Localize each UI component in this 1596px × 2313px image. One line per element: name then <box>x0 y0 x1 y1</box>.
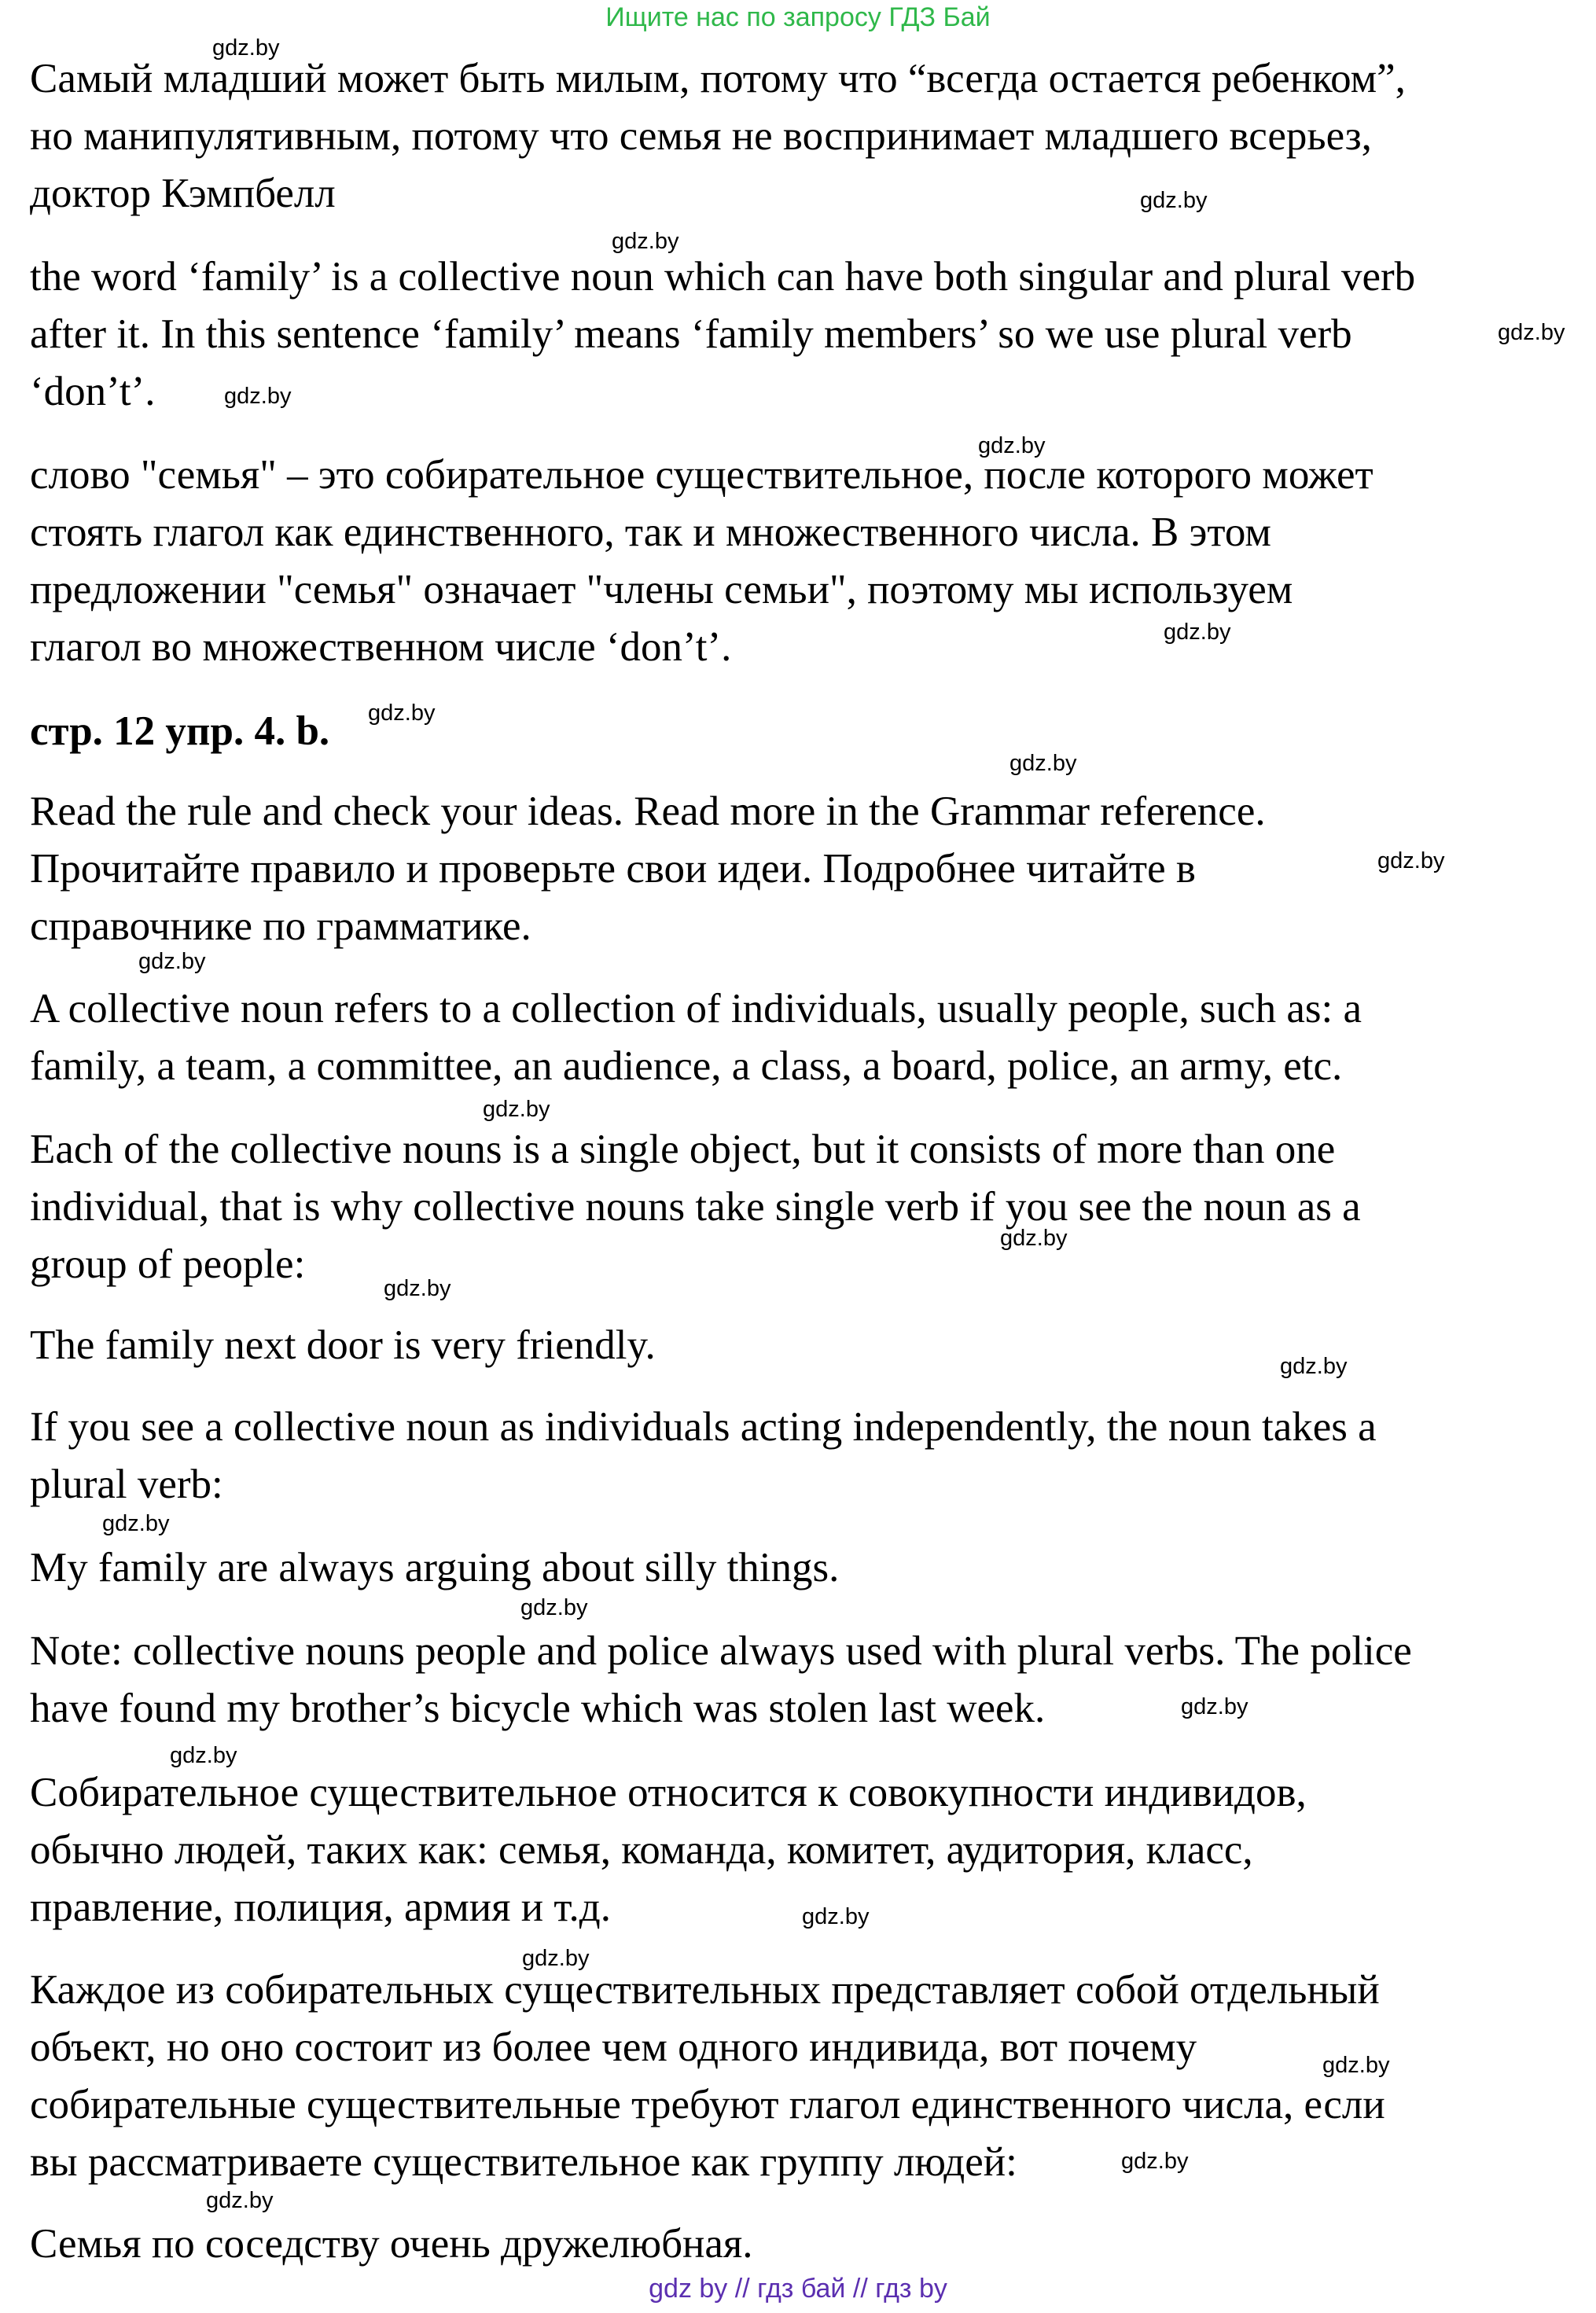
watermark: gdz.by <box>212 35 280 61</box>
text-line: глагол во множественном числе ‘don’t’. <box>30 624 732 670</box>
paragraph-single-verb-rule <box>30 1121 1587 1293</box>
text-line: обычно людей, таких как: семья, команда, комитет, аудитория, класс, <box>30 1827 1253 1873</box>
paragraph-plural-verb-rule <box>30 1399 1587 1513</box>
text-line: справочнике по грамматике. <box>30 903 531 949</box>
watermark: gdz.by <box>1009 751 1077 776</box>
watermark: gdz.by <box>368 701 436 726</box>
watermark: gdz.by <box>1322 2053 1390 2078</box>
text-line: правление, полиция, армия и т.д. <box>30 1885 612 1930</box>
text-line: собирательные существительные требуют глагол единственного числа, если <box>30 2082 1385 2127</box>
text-line: Самый младший может быть милым, потому что “всегда остается ребенком”, <box>30 56 1406 101</box>
watermark: gdz.by <box>138 949 206 974</box>
watermark: gdz.by <box>102 1511 170 1536</box>
text-line: group of people: <box>30 1241 306 1287</box>
watermark: gdz.by <box>384 1276 451 1301</box>
text-line: Note: collective nouns people and police always used with plural verbs. The police <box>30 1628 1412 1674</box>
exercise-heading <box>30 703 1587 760</box>
watermark: gdz.by <box>1280 1354 1348 1379</box>
text-line: Прочитайте правило и проверьте свои идеи. Подробнее читайте в <box>30 846 1196 892</box>
text-line: Семья по соседству очень дружелюбная. <box>30 2221 753 2267</box>
watermark: gdz.by <box>1181 1694 1248 1719</box>
text-line: If you see a collective noun as individuals acting independently, the noun takes a <box>30 1404 1377 1450</box>
text-line: предложении "семья" означает "члены семьи", поэтому мы используем <box>30 567 1293 612</box>
watermark: gdz.by <box>520 1595 588 1620</box>
text-line: family, a team, a committee, an audience, a class, a board, police, an army, etc. <box>30 1043 1343 1089</box>
watermark: gdz.by <box>170 1743 237 1768</box>
watermark: gdz.by <box>1377 848 1445 873</box>
example-plural <box>30 1539 1587 1597</box>
text-line: доктор Кэмпбелл <box>30 171 336 216</box>
text-line: стоять глагол как единственного, так и множественного числа. В этом <box>30 509 1271 555</box>
text-line: have found my brother’s bicycle which was stolen last week. <box>30 1686 1046 1731</box>
text-line: A collective noun refers to a collection of individuals, usually people, such as: a <box>30 986 1362 1031</box>
text-line: the word ‘family’ is a collective noun which can have both singular and plural verb <box>30 254 1416 300</box>
watermark: gdz.by <box>1164 620 1231 645</box>
text-line: объект, но оно состоит из более чем одного индивида, вот почему <box>30 2024 1197 2070</box>
footer-links: gdz by // гдз бай // гдз by <box>649 2274 947 2304</box>
text-line: My family are always arguing about silly things. <box>30 1545 840 1590</box>
text-line: individual, that is why collective nouns take single verb if you see the noun as a <box>30 1184 1361 1230</box>
text-line: слово "семья" – это собирательное существительное, после которого может <box>30 452 1374 498</box>
watermark: gdz.by <box>612 229 679 254</box>
watermark: gdz.by <box>522 1946 590 1971</box>
watermark: gdz.by <box>1498 320 1565 345</box>
search-banner: Ищите нас по запросу ГДЗ Бай <box>605 2 991 32</box>
text-line: Each of the collective nouns is a single object, but it consists of more than one <box>30 1127 1336 1172</box>
heading-text: стр. 12 упр. 4. b. <box>30 708 330 754</box>
watermark: gdz.by <box>1121 2149 1189 2174</box>
text-line: ‘don’t’. <box>30 369 156 414</box>
watermark: gdz.by <box>206 2188 274 2213</box>
watermark: gdz.by <box>1140 188 1208 213</box>
watermark: gdz.by <box>802 1904 870 1929</box>
text-line: но манипулятивным, потому что семья не воспринимает младшего всерьез, <box>30 113 1372 159</box>
paragraph-collective-noun-definition <box>30 980 1587 1095</box>
example-singular <box>30 1317 1587 1374</box>
watermark: gdz.by <box>978 433 1046 458</box>
paragraph-family-collective-noun-ru <box>30 447 1587 676</box>
paragraph-note-people-police <box>30 1623 1587 1738</box>
text-line: Собирательное существительное относится к совокупности индивидов, <box>30 1770 1307 1815</box>
example-ru-singular <box>30 2216 1587 2273</box>
text-line: The family next door is very friendly. <box>30 1322 656 1368</box>
watermark: gdz.by <box>224 384 292 409</box>
paragraph-read-the-rule <box>30 783 1587 955</box>
text-line: plural verb: <box>30 1462 223 1507</box>
watermark: gdz.by <box>1000 1226 1068 1251</box>
text-line: Каждое из собирательных существительных представляет собой отдельный <box>30 1967 1380 2013</box>
text-line: after it. In this sentence ‘family’ means ‘family members’ so we use plural verb <box>30 311 1352 357</box>
paragraph-russian-youngest-child <box>30 50 1587 222</box>
watermark: gdz.by <box>483 1097 550 1122</box>
text-line: Read the rule and check your ideas. Read more in the Grammar reference. <box>30 789 1266 834</box>
text-line: вы рассматриваете существительное как группу людей: <box>30 2139 1017 2185</box>
